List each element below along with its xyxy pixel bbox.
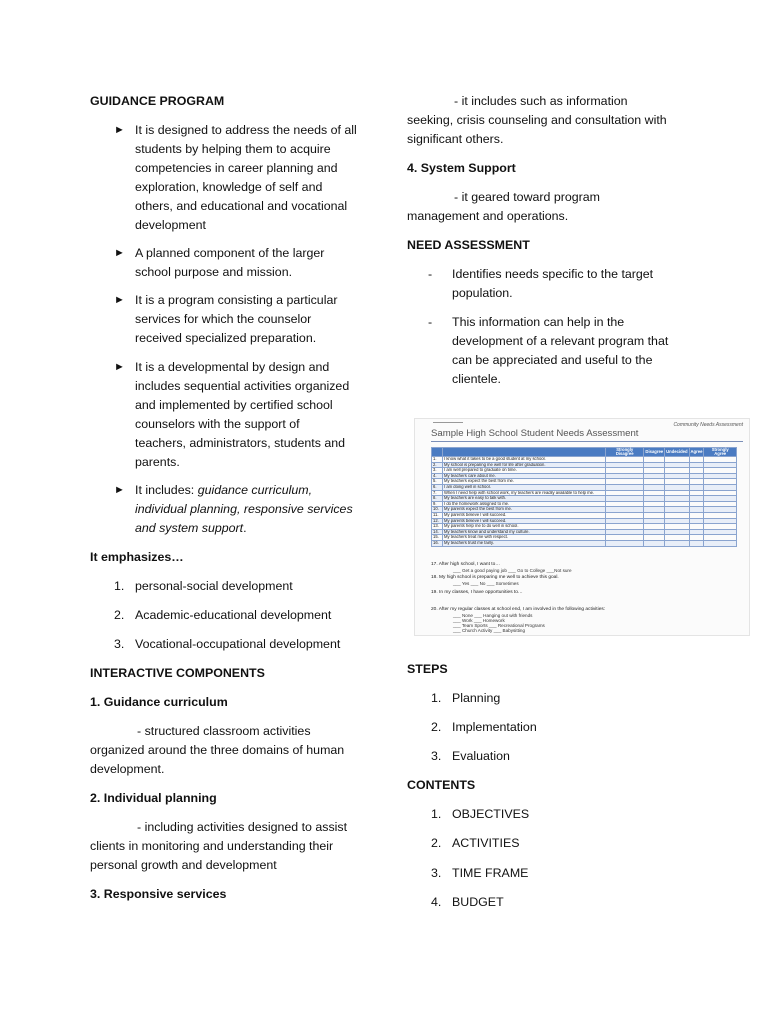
survey-col: Undecided — [665, 448, 689, 457]
individual-planning-text: - including activities designed to assist clients in monitoring and understanding their personal growth and development — [90, 820, 348, 872]
survey-options-18: ___ Yes ___ No ___ Sometimes — [453, 581, 519, 586]
bullet-text: It is designed to address the needs of all students by helping them to acquire competencies in career planning and exploration, knowledge of self and others, and educational and vocational development — [135, 123, 357, 232]
survey-row-question: My teachers trust me fairly. — [443, 540, 606, 546]
arrow-bullet-icon: ► — [114, 361, 125, 373]
survey-options-20-3: ___ Team Sports ___ Recreational Programs — [453, 623, 545, 628]
survey-row-question: I do the homework assigned to me. — [443, 501, 606, 507]
survey-row-number: 6. — [432, 484, 443, 490]
survey-col: Strongly Agree — [704, 448, 737, 457]
arrow-bullet-icon: ► — [114, 484, 125, 496]
survey-response-cell — [704, 540, 737, 546]
survey-title: Sample High School Student Needs Assessment — [431, 428, 639, 439]
arrow-bullet-icon: ► — [114, 247, 125, 259]
interactive-components-heading: INTERACTIVE COMPONENTS — [90, 666, 265, 680]
survey-header-line — [433, 422, 463, 423]
survey-question-18: 18. My high school is preparing me well to achieve this goal. — [431, 575, 559, 580]
needs-assessment-survey-image — [414, 418, 750, 636]
survey-col: Agree — [689, 448, 704, 457]
survey-question-19: 19. In my classes, I have opportunities to… — [431, 590, 523, 595]
survey-row-number: 4. — [432, 473, 443, 479]
survey-row-question: My school is preparing me well for life after graduation. — [443, 462, 606, 468]
need-assessment-heading: NEED ASSESSMENT — [407, 238, 530, 252]
bullet-text: A planned component of the larger school purpose and mission. — [135, 246, 325, 279]
survey-row-question: My parents believe I will succeed. — [443, 518, 606, 524]
survey-row-number: 10. — [432, 507, 443, 513]
survey-table-body — [432, 457, 737, 547]
survey-row-number: 15. — [432, 535, 443, 541]
steps-heading: STEPS — [407, 662, 448, 676]
survey-row-number: 2. — [432, 462, 443, 468]
survey-row-question: When I need help with school work, my teachers are readily available to help me. — [443, 490, 606, 496]
emphasizes-heading: It emphasizes… — [90, 550, 184, 564]
system-support-heading: 4. System Support — [407, 161, 516, 175]
guidance-curriculum-text: - structured classroom activities organized around the three domains of human development. — [90, 724, 345, 776]
guidance-program-heading: GUIDANCE PROGRAM — [90, 94, 225, 108]
survey-row-question: My parents expect the best from me. — [443, 507, 606, 513]
survey-row-number: 11. — [432, 512, 443, 518]
survey-row-number: 16. — [432, 540, 443, 546]
survey-row-question: My parents help me to do well in school. — [443, 524, 606, 530]
survey-tag: Community Needs Assessment — [673, 422, 743, 428]
survey-row-number: 13. — [432, 524, 443, 530]
system-support-text: - it geared toward program management and operations. — [407, 190, 601, 223]
survey-row-number: 8. — [432, 496, 443, 502]
survey-row-question: I know what it takes to be a good student at my school. — [443, 457, 606, 463]
survey-question-20: 20. After my regular classes at school end, I am involved in the following activities: — [431, 607, 606, 612]
survey-header-row — [432, 448, 737, 457]
survey-options-20-2: ___ Work ___ Homework — [453, 618, 505, 623]
survey-row-number: 5. — [432, 479, 443, 485]
survey-options-20-1: ___ None ___ Hanging out with friends — [453, 613, 533, 618]
responsive-services-text: - it includes such as information seeking, crisis counseling and consultation with significant others. — [407, 94, 667, 146]
survey-row-number: 9. — [432, 501, 443, 507]
survey-row-question: My teachers treat me with respect. — [443, 535, 606, 541]
survey-row-question: I am well prepared to graduate on time. — [443, 468, 606, 474]
survey-row-number: 7. — [432, 490, 443, 496]
survey-row-number: 3. — [432, 468, 443, 474]
survey-col: Disagree — [644, 448, 665, 457]
survey-row-question: My teachers care about me. — [443, 473, 606, 479]
survey-options-17: ___ Get a good paying job ___ Go to College ___Not sure — [453, 568, 572, 573]
survey-options-20-4: ___ Church Activity ___ Babysitting — [453, 628, 526, 633]
arrow-bullet-icon: ► — [114, 124, 125, 136]
survey-row-question: My teachers are easy to talk with. — [443, 496, 606, 502]
individual-planning-heading: 2. Individual planning — [90, 791, 217, 805]
survey-col: Strongly Disagree — [606, 448, 644, 457]
survey-row-question: My teachers expect the best from me. — [443, 479, 606, 485]
bullet-text: It is a developmental by design and includes sequential activities organized and implemented by certified school counselors with the support of teachers, administrators, students and parents. — [135, 360, 350, 469]
survey-question-17: 17. After high school, I want to… — [431, 562, 501, 567]
survey-response-cell — [644, 540, 665, 546]
survey-row-question: My parents believe I will succeed. — [443, 512, 606, 518]
arrow-bullet-icon: ► — [114, 294, 125, 306]
guidance-curriculum-heading: 1. Guidance curriculum — [90, 695, 228, 709]
survey-table — [431, 447, 737, 547]
contents-heading: CONTENTS — [407, 778, 476, 792]
responsive-services-heading: 3. Responsive services — [90, 887, 227, 901]
survey-row — [432, 540, 737, 546]
survey-response-cell — [606, 540, 644, 546]
survey-row-number: 1. — [432, 457, 443, 463]
survey-row-question: My teachers know and understand my culture. — [443, 529, 606, 535]
survey-row-number: 12. — [432, 518, 443, 524]
survey-title-rule — [431, 441, 743, 442]
bullet-text: It is a program consisting a particular services for which the counselor received specialized preparation. — [135, 293, 338, 345]
survey-row-number: 14. — [432, 529, 443, 535]
survey-response-cell — [665, 540, 689, 546]
survey-response-cell — [689, 540, 704, 546]
bullet-text: It includes: guidance curriculum, individual planning, responsive services and system support. — [135, 483, 353, 535]
survey-row-question: I am doing well in school. — [443, 484, 606, 490]
